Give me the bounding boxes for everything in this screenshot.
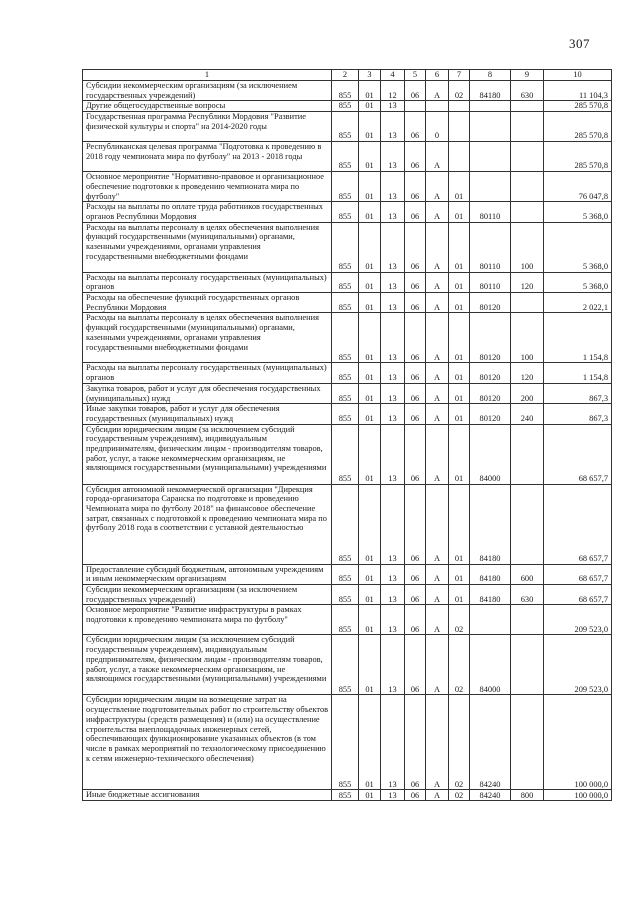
column-header: 8 (470, 70, 511, 81)
item-description: Закупка товаров, работ и услуг для обеспечения государственных (муниципальных) нужд (83, 383, 332, 403)
code-value: 06 (405, 383, 426, 403)
item-description: Расходы на выплаты персоналу государственных (муниципальных) органов (83, 363, 332, 383)
code-value: 06 (405, 222, 426, 272)
amount-value: 285 570,8 (544, 101, 612, 112)
code-value (511, 172, 544, 202)
code-value: 80110 (470, 222, 511, 272)
code-value: 80120 (470, 404, 511, 424)
column-header: 9 (511, 70, 544, 81)
code-value: 855 (332, 484, 359, 564)
code-value: 01 (359, 142, 381, 172)
code-value: 120 (511, 272, 544, 292)
code-value: 02 (449, 605, 470, 635)
code-value: А (426, 313, 449, 363)
code-value: 01 (449, 484, 470, 564)
table-row (83, 222, 612, 272)
amount-value: 5 368,0 (544, 222, 612, 272)
code-value: 240 (511, 404, 544, 424)
code-value: А (426, 585, 449, 605)
amount-value: 209 523,0 (544, 635, 612, 695)
code-value (449, 101, 470, 112)
code-value: 80110 (470, 202, 511, 222)
code-value: 855 (332, 790, 359, 801)
code-value: 13 (381, 585, 405, 605)
item-description: Субсидии некоммерческим организациям (за исключением государственных учреждений) (83, 585, 332, 605)
code-value: 13 (381, 363, 405, 383)
code-value (511, 101, 544, 112)
table-row (83, 564, 612, 584)
column-header: 4 (381, 70, 405, 81)
table-row (83, 101, 612, 112)
budget-table (82, 69, 612, 801)
column-header: 6 (426, 70, 449, 81)
table-row (83, 313, 612, 363)
table-row (83, 790, 612, 801)
code-value (511, 112, 544, 142)
code-value: 13 (381, 272, 405, 292)
code-value: 100 (511, 313, 544, 363)
code-value (511, 142, 544, 172)
code-value: 06 (405, 635, 426, 695)
code-value: 630 (511, 585, 544, 605)
code-value: 13 (381, 404, 405, 424)
amount-value: 2 022,1 (544, 293, 612, 313)
code-value: 06 (405, 605, 426, 635)
code-value: 01 (449, 564, 470, 584)
code-value: 02 (449, 635, 470, 695)
amount-value: 76 047,8 (544, 172, 612, 202)
code-value: 01 (359, 202, 381, 222)
item-description: Государственная программа Республики Мордовия "Развитие физической культуры и спорта" на 2014-2020 годы (83, 112, 332, 142)
code-value (470, 112, 511, 142)
code-value: 13 (381, 313, 405, 363)
code-value (511, 293, 544, 313)
amount-value: 68 657,7 (544, 424, 612, 484)
code-value: 06 (405, 564, 426, 584)
table-row (83, 635, 612, 695)
code-value: 80110 (470, 272, 511, 292)
code-value: 02 (449, 790, 470, 801)
code-value: 01 (449, 404, 470, 424)
column-header: 3 (359, 70, 381, 81)
code-value: 855 (332, 142, 359, 172)
amount-value: 11 104,3 (544, 81, 612, 101)
code-value: 855 (332, 404, 359, 424)
code-value: 84180 (470, 564, 511, 584)
code-value (449, 112, 470, 142)
code-value (470, 605, 511, 635)
code-value: А (426, 484, 449, 564)
code-value: 855 (332, 172, 359, 202)
item-description: Субсидия автономной некоммерческой организации "Дирекция города-организатора Саранска по подготовке и проведению Чемпионата мира по футболу 2018" на финансовое обеспечение затрат, связанных с подготовкой к проведению чемпионата мира по футболу 2018 года в соответствии с уставной деятельностью (83, 484, 332, 564)
code-value: 01 (359, 790, 381, 801)
code-value: 855 (332, 363, 359, 383)
code-value: 01 (449, 272, 470, 292)
code-value: 01 (359, 564, 381, 584)
code-value: 855 (332, 272, 359, 292)
code-value: А (426, 172, 449, 202)
table-row (83, 272, 612, 292)
item-description: Основное мероприятие "Развитие инфраструктуры в рамках подготовки к проведению чемпионата мира по футболу" (83, 605, 332, 635)
code-value (470, 172, 511, 202)
code-value: 100 (511, 222, 544, 272)
amount-value: 867,3 (544, 404, 612, 424)
code-value: 855 (332, 112, 359, 142)
amount-value: 5 368,0 (544, 272, 612, 292)
code-value: 01 (359, 363, 381, 383)
code-value: 855 (332, 564, 359, 584)
code-value: 84240 (470, 695, 511, 790)
code-value: 12 (381, 81, 405, 101)
code-value: 0 (426, 112, 449, 142)
table-row (83, 293, 612, 313)
code-value: 06 (405, 142, 426, 172)
item-description: Иные бюджетные ассигнования (83, 790, 332, 801)
item-description: Расходы на выплаты персоналу в целях обеспечения выполнения функций государственными (муниципальными) органами, казенными учреждениями, органами управления государственными внебюджетными фондами (83, 222, 332, 272)
code-value: 13 (381, 424, 405, 484)
code-value: А (426, 293, 449, 313)
code-value: 06 (405, 363, 426, 383)
code-value: 13 (381, 142, 405, 172)
item-description: Субсидии юридическим лицам (за исключением субсидий государственным учреждениям), индивидуальным предпринимателям, физическим лицам - производителям товаров, работ, услуг, а также некоммерческим организациям, не являющимся государственными (муниципальными) учреждениями (83, 424, 332, 484)
code-value: 06 (405, 404, 426, 424)
code-value: 01 (359, 605, 381, 635)
code-value: 06 (405, 172, 426, 202)
table-row (83, 172, 612, 202)
code-value (511, 635, 544, 695)
table-row (83, 81, 612, 101)
table-row (83, 363, 612, 383)
code-value: 855 (332, 424, 359, 484)
amount-value: 100 000,0 (544, 790, 612, 801)
amount-value: 209 523,0 (544, 605, 612, 635)
code-value: 01 (449, 172, 470, 202)
code-value: А (426, 383, 449, 403)
code-value: 06 (405, 790, 426, 801)
code-value: 84000 (470, 424, 511, 484)
code-value: А (426, 202, 449, 222)
amount-value: 1 154,8 (544, 313, 612, 363)
amount-value: 100 000,0 (544, 695, 612, 790)
table-row (83, 605, 612, 635)
code-value: 01 (359, 695, 381, 790)
code-value: 855 (332, 383, 359, 403)
code-value: 120 (511, 363, 544, 383)
item-description: Основное мероприятие "Нормативно-правовое и организационное обеспечение подготовки к проведению чемпионата мира по футболу" (83, 172, 332, 202)
code-value: 01 (449, 363, 470, 383)
code-value: 06 (405, 424, 426, 484)
item-description: Субсидии некоммерческим организациям (за исключением государственных учреждений) (83, 81, 332, 101)
amount-value: 867,3 (544, 383, 612, 403)
code-value: А (426, 605, 449, 635)
code-value: А (426, 142, 449, 172)
code-value: 01 (449, 202, 470, 222)
code-value: 13 (381, 564, 405, 584)
item-description: Расходы на выплаты персоналу государственных (муниципальных) органов (83, 272, 332, 292)
code-value (405, 101, 426, 112)
code-value: 13 (381, 605, 405, 635)
item-description: Другие общегосударственные вопросы (83, 101, 332, 112)
code-value: А (426, 695, 449, 790)
item-description: Субсидии юридическим лицам на возмещение затрат на осуществление подготовительных работ по строительству объектов инфраструктуры (средств размещения) и (или) на осуществление строительства внеплощадочных инженерных сетей, обеспечивающих функционирование указанных объектов (в том числе в рамках мероприятий по технологическому присоединению к сетям инженерно-технического обеспечения) (83, 695, 332, 790)
code-value: 06 (405, 272, 426, 292)
table-row (83, 383, 612, 403)
code-value: 06 (405, 484, 426, 564)
code-value: 06 (405, 313, 426, 363)
table-row (83, 695, 612, 790)
code-value: 80120 (470, 293, 511, 313)
code-value: 01 (359, 222, 381, 272)
code-value: А (426, 363, 449, 383)
code-value: 01 (449, 424, 470, 484)
code-value: 80120 (470, 313, 511, 363)
table-row (83, 112, 612, 142)
code-value: 855 (332, 313, 359, 363)
code-value: 13 (381, 790, 405, 801)
code-value: 01 (359, 424, 381, 484)
code-value: 855 (332, 101, 359, 112)
code-value (470, 101, 511, 112)
item-description: Субсидии юридическим лицам (за исключением субсидий государственным учреждениям), индивидуальным предпринимателям, физическим лицам - производителям товаров, работ, услуг, а также некоммерческим организациям, не являющимся государственными (муниципальными) учреждениями (83, 635, 332, 695)
code-value: 855 (332, 222, 359, 272)
code-value: 200 (511, 383, 544, 403)
code-value: 01 (359, 293, 381, 313)
code-value: А (426, 635, 449, 695)
code-value: 06 (405, 202, 426, 222)
item-description: Республиканская целевая программа "Подготовка к проведению в 2018 году чемпионата мира по футболу" на 2013 - 2018 годы (83, 142, 332, 172)
code-value: 800 (511, 790, 544, 801)
table-header-row (83, 70, 612, 81)
table-row (83, 484, 612, 564)
code-value: 13 (381, 222, 405, 272)
amount-value: 1 154,8 (544, 363, 612, 383)
table-row (83, 404, 612, 424)
code-value (449, 142, 470, 172)
code-value: 01 (449, 383, 470, 403)
table-row (83, 424, 612, 484)
code-value: 13 (381, 484, 405, 564)
page-number: 307 (569, 36, 590, 51)
code-value: А (426, 222, 449, 272)
code-value: 13 (381, 202, 405, 222)
amount-value: 5 368,0 (544, 202, 612, 222)
code-value: 01 (359, 484, 381, 564)
item-description: Расходы на выплаты персоналу в целях обеспечения выполнения функций государственными (муниципальными) органами, казенными учреждениями, органами управления государственными внебюджетными фондами (83, 313, 332, 363)
code-value: 13 (381, 101, 405, 112)
code-value: А (426, 564, 449, 584)
code-value: 01 (359, 313, 381, 363)
code-value: 01 (449, 585, 470, 605)
code-value: 06 (405, 81, 426, 101)
code-value: 01 (359, 101, 381, 112)
code-value: А (426, 424, 449, 484)
code-value: 01 (359, 172, 381, 202)
code-value: 855 (332, 293, 359, 313)
code-value: 02 (449, 81, 470, 101)
item-description: Расходы на выплаты по оплате труда работников государственных органов Республики Мордовия (83, 202, 332, 222)
code-value: 855 (332, 585, 359, 605)
code-value: 84180 (470, 81, 511, 101)
code-value (511, 202, 544, 222)
code-value: 855 (332, 605, 359, 635)
code-value: 01 (449, 293, 470, 313)
code-value (511, 484, 544, 564)
column-header: 7 (449, 70, 470, 81)
code-value: А (426, 404, 449, 424)
code-value: 13 (381, 635, 405, 695)
item-description: Предоставление субсидий бюджетным, автономным учреждениям и иным некоммерческим организациям (83, 564, 332, 584)
code-value: 13 (381, 293, 405, 313)
code-value: 13 (381, 172, 405, 202)
code-value: 02 (449, 695, 470, 790)
code-value: А (426, 81, 449, 101)
code-value: 06 (405, 585, 426, 605)
code-value: 84180 (470, 484, 511, 564)
item-description: Иные закупки товаров, работ и услуг для обеспечения государственных (муниципальных) нужд (83, 404, 332, 424)
code-value: 13 (381, 112, 405, 142)
code-value (511, 605, 544, 635)
table-row (83, 142, 612, 172)
code-value: 01 (359, 585, 381, 605)
code-value: 84240 (470, 790, 511, 801)
code-value: 855 (332, 202, 359, 222)
amount-value: 68 657,7 (544, 564, 612, 584)
code-value (426, 101, 449, 112)
code-value: 855 (332, 81, 359, 101)
code-value: 01 (359, 404, 381, 424)
column-header: 5 (405, 70, 426, 81)
code-value: 600 (511, 564, 544, 584)
column-header: 1 (83, 70, 332, 81)
code-value (470, 142, 511, 172)
code-value: 80120 (470, 383, 511, 403)
amount-value: 285 570,8 (544, 142, 612, 172)
code-value: 855 (332, 635, 359, 695)
code-value (511, 424, 544, 484)
code-value: 01 (449, 313, 470, 363)
code-value: 06 (405, 695, 426, 790)
code-value: 630 (511, 81, 544, 101)
code-value: 855 (332, 695, 359, 790)
amount-value: 68 657,7 (544, 484, 612, 564)
table-row (83, 202, 612, 222)
code-value: 13 (381, 695, 405, 790)
code-value: 84180 (470, 585, 511, 605)
amount-value: 68 657,7 (544, 585, 612, 605)
code-value: 80120 (470, 363, 511, 383)
item-description: Расходы на обеспечение функций государственных органов Республики Мордовия (83, 293, 332, 313)
code-value: А (426, 790, 449, 801)
code-value: 01 (359, 383, 381, 403)
code-value: 01 (359, 81, 381, 101)
column-header: 2 (332, 70, 359, 81)
code-value: 13 (381, 383, 405, 403)
code-value: 01 (359, 635, 381, 695)
code-value: 01 (359, 112, 381, 142)
code-value: А (426, 272, 449, 292)
code-value: 01 (449, 222, 470, 272)
table-row (83, 585, 612, 605)
code-value: 06 (405, 293, 426, 313)
code-value (511, 695, 544, 790)
column-header: 10 (544, 70, 612, 81)
code-value: 06 (405, 112, 426, 142)
code-value: 84000 (470, 635, 511, 695)
amount-value: 285 570,8 (544, 112, 612, 142)
code-value: 01 (359, 272, 381, 292)
